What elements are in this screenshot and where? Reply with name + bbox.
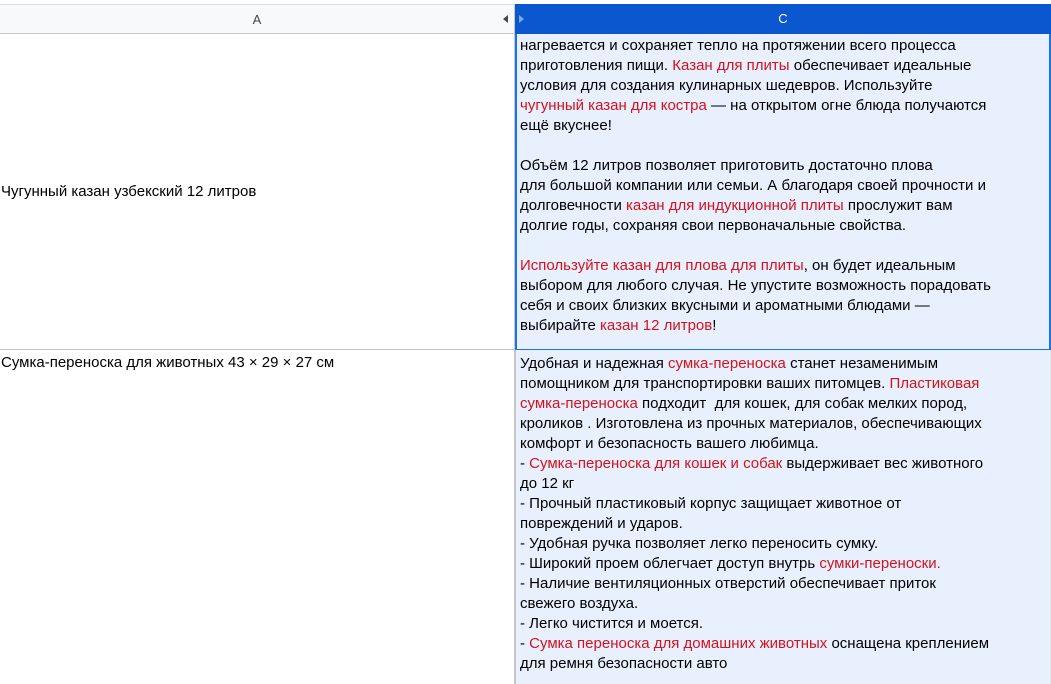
cell-text-line xyxy=(520,434,1044,454)
cell-text-line xyxy=(520,156,1043,176)
cell-text-line xyxy=(520,634,1044,654)
text-run: выбирайте xyxy=(520,317,600,334)
cell-text-line xyxy=(520,554,1044,574)
blank-line xyxy=(520,236,1043,256)
cell-text-line xyxy=(520,494,1044,514)
keyword-link: Казан для плиты xyxy=(672,57,790,74)
column-header-a-label: A xyxy=(252,11,262,27)
keyword-link: Сумка-переноска для кошек и собак xyxy=(529,455,783,472)
column-header-a[interactable] xyxy=(0,4,515,34)
cell-text-line xyxy=(520,654,1044,674)
text-run: , он будет идеальным xyxy=(803,257,956,274)
text-run: до 12 кг xyxy=(520,475,575,492)
keyword-link: чугунный казан для костра xyxy=(520,97,707,114)
table-row xyxy=(0,350,1051,684)
text-run: - Широкий проем облегчает доступ внутрь xyxy=(520,555,820,572)
cell-text-line xyxy=(520,374,1044,394)
text-run: выдерживает вес животного xyxy=(782,455,984,472)
cell-text-line xyxy=(520,256,1043,276)
cell-a-row-2[interactable] xyxy=(0,350,515,684)
text-run: условия для создания кулинарных шедевров. Используйте xyxy=(520,77,933,94)
cell-text-line xyxy=(520,36,1043,56)
cell-a-row-1[interactable] xyxy=(0,34,515,350)
cell-a-row-1-text: Чугунный казан узбекский 12 литров xyxy=(1,182,257,200)
text-run: помощником для транспортировки ваших питомцев. xyxy=(520,375,890,392)
column-header-c-label: C xyxy=(778,11,788,26)
keyword-link: Пластиковая xyxy=(889,375,980,392)
text-run: - Удобная ручка позволяет легко переносить сумку. xyxy=(520,535,879,552)
text-run: свежего воздуха. xyxy=(520,595,639,612)
text-run: подходит для кошек, для собак мелких пород, xyxy=(637,395,968,412)
cell-text-line xyxy=(520,176,1043,196)
cell-text-line xyxy=(520,614,1044,634)
text-run: — на открытом огне блюда получаются xyxy=(706,97,987,114)
text-run: - Прочный пластиковый корпус защищает животное от xyxy=(520,495,902,512)
text-run: станет незаменимым xyxy=(785,355,939,372)
text-run: нагревается и сохраняет тепло на протяжении всего процесса xyxy=(520,37,956,54)
keyword-link: казан 12 литров xyxy=(600,317,713,334)
cell-text-line xyxy=(520,296,1043,316)
keyword-link: сумка-переноска xyxy=(520,395,638,412)
text-run: долгие годы, сохраняя свои первоначальные свойства. xyxy=(520,217,907,234)
text-run: обеспечивает идеальные xyxy=(789,57,972,74)
text-run: - Наличие вентиляционных отверстий обеспечивает приток xyxy=(520,575,936,592)
cell-text-line xyxy=(520,534,1044,554)
cell-text-line xyxy=(520,76,1043,96)
text-run: комфорт и безопасность вашего любимца. xyxy=(520,435,819,452)
text-run: кроликов . Изготовлена из прочных материалов, обеспечивающих xyxy=(520,415,982,432)
cell-c-row-2[interactable] xyxy=(515,350,1051,684)
text-run: ещё вкуснее! xyxy=(520,117,612,134)
text-run: повреждений и ударов. xyxy=(520,515,683,532)
cell-text-line xyxy=(520,96,1043,116)
text-run: Удобная и надежная xyxy=(520,355,669,372)
keyword-link: сумки-переноски. xyxy=(819,555,941,572)
text-run: оснащена креплением xyxy=(827,635,990,652)
cell-text-line xyxy=(520,316,1043,336)
cell-c-row-1-selected[interactable] xyxy=(515,34,1051,350)
cell-text-line xyxy=(520,514,1044,534)
cell-text-line xyxy=(520,594,1044,614)
text-run: прослужит вам xyxy=(843,197,953,214)
cell-text-line xyxy=(520,276,1043,296)
collapse-left-arrow-icon[interactable] xyxy=(503,15,508,23)
cell-text-line xyxy=(520,394,1044,414)
cell-c-row-1-text xyxy=(520,36,1043,336)
cell-text-line xyxy=(520,574,1044,594)
text-run: - xyxy=(520,635,530,652)
text-run: приготовления пищи. xyxy=(520,57,673,74)
text-run: себя и своих близких вкусными и ароматными блюдами — xyxy=(520,297,930,314)
cell-a-row-2-text: Сумка-переноска для животных 43 × 29 × 27 см xyxy=(1,354,335,371)
keyword-link: сумка-переноска xyxy=(668,355,786,372)
text-run: долговечности xyxy=(520,197,627,214)
cell-text-line xyxy=(520,216,1043,236)
keyword-link: казан для индукционной плиты xyxy=(626,197,844,214)
expand-right-arrow-icon[interactable] xyxy=(519,15,524,23)
cell-text-line xyxy=(520,474,1044,494)
cell-c-row-2-text xyxy=(520,354,1044,674)
text-run: ! xyxy=(712,317,717,334)
text-run: для ремня безопасности авто xyxy=(520,655,728,672)
text-run: выбором для любого случая. Не упустите возможность порадовать xyxy=(520,277,991,294)
column-header-c[interactable] xyxy=(515,4,1051,34)
text-run: для большой компании или семьи. А благодаря своей прочности и xyxy=(520,177,986,194)
text-run: - Легко чистится и моется. xyxy=(520,615,704,632)
table-row xyxy=(0,34,1051,350)
cell-text-line xyxy=(520,454,1044,474)
text-run: Объём 12 литров позволяет приготовить достаточно плова xyxy=(520,157,933,174)
cell-text-line xyxy=(520,354,1044,374)
cell-text-line xyxy=(520,56,1043,76)
text-run: - xyxy=(520,455,530,472)
blank-line xyxy=(520,136,1043,156)
cell-text-line xyxy=(520,414,1044,434)
cell-text-line xyxy=(520,116,1043,136)
cell-text-line xyxy=(520,196,1043,216)
keyword-link: Сумка переноска для домашних животных xyxy=(529,635,828,652)
keyword-link: Используйте казан для плова для плиты xyxy=(520,257,804,274)
